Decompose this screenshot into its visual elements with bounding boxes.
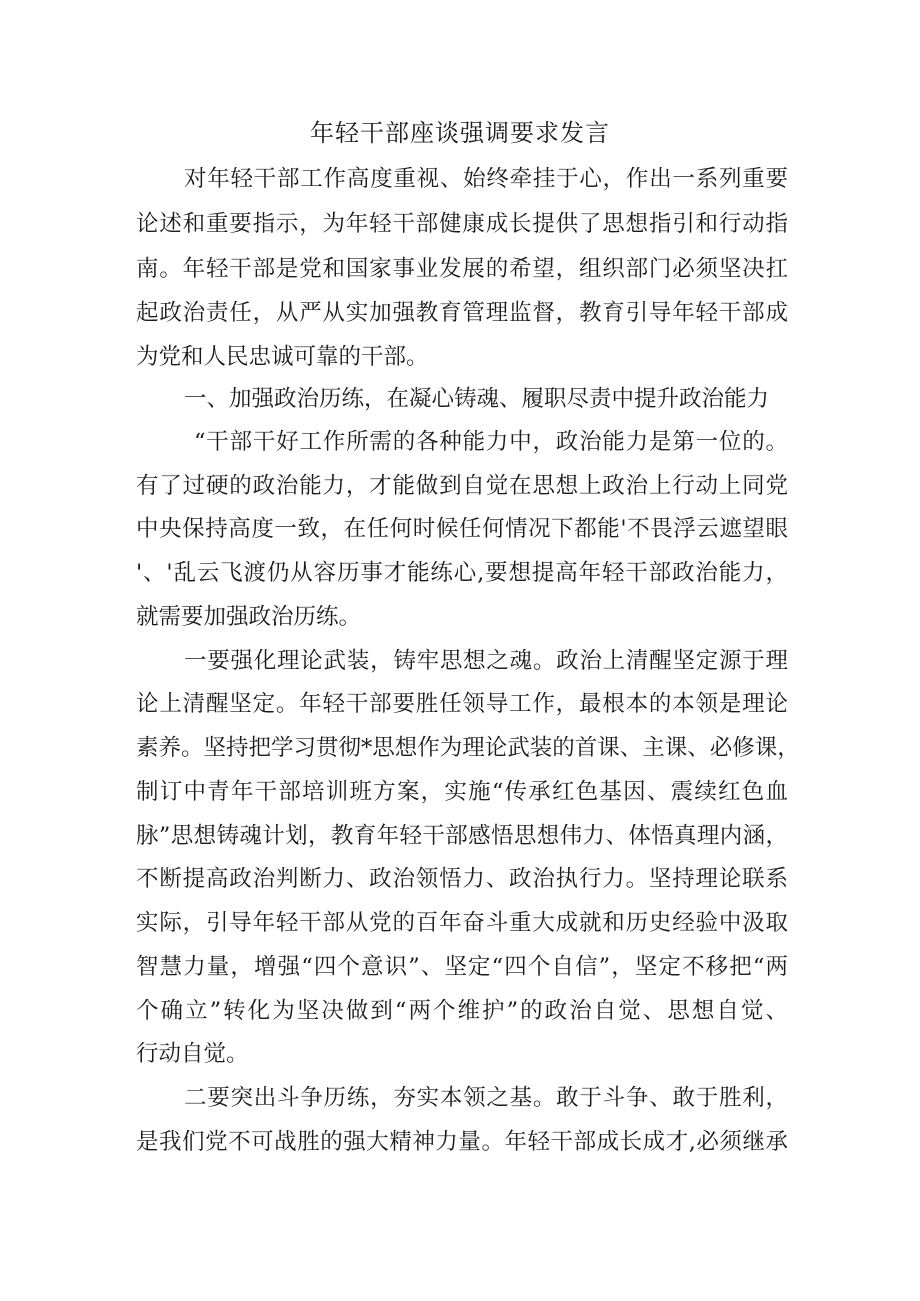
paragraph-line: 素养。坚持把学习贯彻*思想作为理论武装的首课、主课、必修课， [136, 735, 800, 761]
paragraph-line: 中央保持高度一致，在任何时候任何情况下都能'不畏浮云遮望眼 [136, 516, 788, 542]
paragraph-line: 不断提高政治判断力、政治领悟力、政治执行力。坚持理论联系 [136, 866, 788, 892]
document-title: 年轻干部座谈强调要求发言 [310, 119, 610, 147]
paragraph-line: 个确立”转化为坚决做到“两个维护”的政治自觉、思想自觉、 [136, 998, 788, 1024]
paragraph-line: 南。年轻干部是党和国家事业发展的希望，组织部门必须坚决扛 [136, 256, 788, 282]
paragraph-line: 一要强化理论武装，铸牢思想之魂。政治上清醒坚定源于理 [184, 648, 788, 674]
section-heading: 一、加强政治历练，在凝心铸魂、履职尽责中提升政治能力 [184, 386, 770, 412]
paragraph-line: 制订中青年干部培训班方案，实施“传承红色基因、震续红色血 [136, 779, 788, 805]
paragraph-line: 脉”思想铸魂计划，教育年轻干部感悟思想伟力、体悟真理内涵， [136, 823, 788, 849]
paragraph-line: 实际，引导年轻干部从党的百年奋斗重大成就和历史经验中汲取 [136, 910, 788, 936]
paragraph-line: 二要突出斗争历练，夯实本领之基。敢于斗争、敢于胜利， [184, 1085, 788, 1111]
paragraph-line: 就需要加强政治历练。 [136, 604, 362, 630]
paragraph-line: 是我们党不可战胜的强大精神力量。年轻干部成长成才,必须继承 [136, 1129, 788, 1155]
paragraph-line: 起政治责任，从严从实加强教育管理监督，教育引导年轻干部成 [136, 300, 788, 326]
paragraph-line: 为党和人民忠诚可靠的干部。 [136, 344, 429, 370]
paragraph-line: 论述和重要指示，为年轻干部健康成长提供了思想指引和行动指 [136, 211, 788, 237]
paragraph-line: 论上清醒坚定。年轻干部要胜任领导工作，最根本的本领是理论 [136, 691, 788, 717]
paragraph-line: “干部干好工作所需的各种能力中，政治能力是第一位的。 [194, 429, 788, 455]
paragraph-line: 智慧力量，增强“四个意识”、坚定“四个自信”，坚定不移把“两 [136, 954, 788, 980]
paragraph-line: 有了过硬的政治能力，才能做到自觉在思想上政治上行动上同党 [136, 473, 788, 499]
paragraph-line: 行动自觉。 [136, 1041, 249, 1067]
paragraph-line: 对年轻干部工作高度重视、始终牵挂于心，作出一系列重要 [184, 166, 788, 192]
paragraph-line: '、'乱云飞渡仍从容历事才能练心,要想提高年轻干部政治能力， [136, 560, 788, 586]
